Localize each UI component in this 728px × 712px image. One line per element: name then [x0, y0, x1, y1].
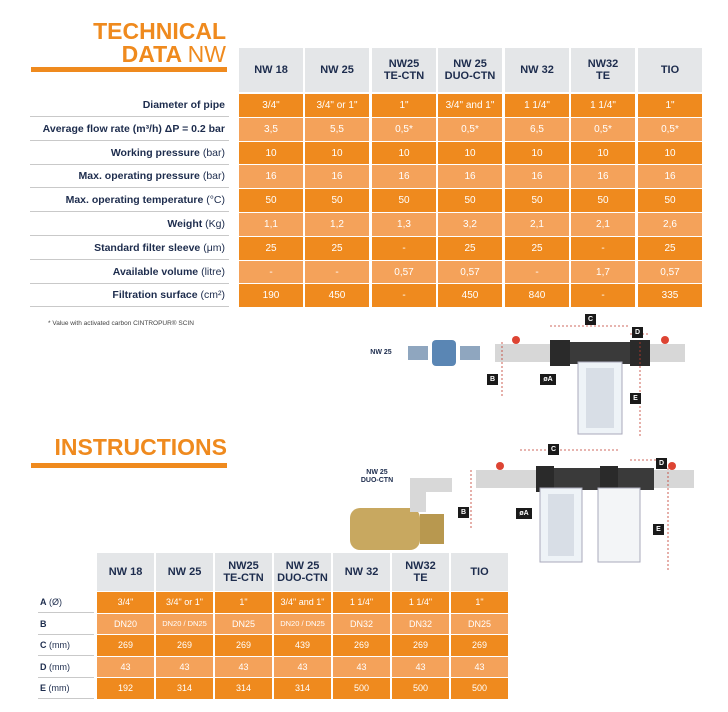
spec-cell: 50 [239, 189, 303, 212]
inst-col-head: NW 25 DUO-CTN [274, 553, 331, 591]
dim-tag-e: E [630, 393, 641, 404]
technical-title-thin: NW [187, 41, 226, 67]
spec-row-unit: (bar) [199, 146, 225, 159]
spec-cell: 450 [438, 284, 502, 307]
spec-cell: 6,5 [505, 118, 569, 141]
spec-cell: 10 [239, 142, 303, 165]
spec-row-label [113, 261, 225, 284]
spec-cell: 2,6 [638, 213, 702, 236]
inst-cell: 3/4" and 1" [274, 592, 331, 613]
spec-row-label [43, 118, 225, 141]
spec-cell: 50 [305, 189, 369, 212]
spec-row-unit: (litre) [198, 265, 225, 278]
spec-cell: 1" [372, 94, 436, 117]
inst-row-unit: (mm) [46, 640, 70, 651]
spec-cell: 50 [638, 189, 702, 212]
spec-row-label-text: Standard filter sleeve [94, 241, 201, 254]
spec-cell: 1 1/4" [571, 94, 635, 117]
spec-cell: 1,1 [239, 213, 303, 236]
dim-tag-e-2: E [653, 524, 664, 535]
diagram-top-label: NW 25 [370, 349, 392, 356]
dim-tag-a: øA [540, 374, 556, 385]
spec-row-label-text: Max. operating pressure [78, 170, 200, 183]
spec-cell: 2,1 [571, 213, 635, 236]
spec-cell: 0,5* [638, 118, 702, 141]
water-meter-icon [408, 340, 480, 366]
spec-cell: 16 [505, 165, 569, 188]
spec-row-divider [30, 306, 229, 307]
spec-cell: 3/4" [239, 94, 303, 117]
inst-cell: 43 [274, 657, 331, 678]
spec-cell: 50 [438, 189, 502, 212]
inst-cell: 269 [97, 635, 154, 656]
spec-col-head: NW 25 DUO-CTN [438, 48, 502, 92]
inst-cell: 1" [215, 592, 272, 613]
spec-row-label [112, 284, 225, 307]
dim-tag-d: D [632, 327, 643, 338]
inst-row-unit: (mm) [46, 661, 70, 672]
spec-row-label-text: Weight [167, 218, 203, 230]
inst-cell: 269 [451, 635, 508, 656]
inst-cell: 1" [451, 592, 508, 613]
inst-cell: DN32 [333, 614, 390, 635]
spec-cell: - [372, 284, 436, 307]
spec-cell: 3/4" or 1" [305, 94, 369, 117]
inst-cell: 439 [274, 635, 331, 656]
inst-cell: 269 [156, 635, 213, 656]
pump-motor-icon [350, 478, 452, 550]
inst-cell: 500 [392, 678, 449, 699]
spec-cell: 50 [571, 189, 635, 212]
inst-row-label-text: C [40, 640, 47, 651]
inst-col-head: NW25 TE-CTN [215, 553, 272, 591]
inst-col-head: NW 25 [156, 553, 213, 591]
inst-row-unit: (Ø) [46, 597, 62, 607]
spec-cell: 0,5* [571, 118, 635, 141]
inst-cell: DN20 [97, 614, 154, 635]
spec-row-label [143, 94, 225, 117]
inst-col-head: NW32 TE [392, 553, 449, 591]
inst-row-unit: (mm) [46, 683, 70, 694]
spec-cell: 50 [505, 189, 569, 212]
spec-row-unit: (°C) [203, 194, 225, 207]
inst-col-head: TIO [451, 553, 508, 591]
spec-row-label-text: Diameter of pipe [142, 99, 225, 111]
spec-col-head: NW 32 [505, 48, 569, 92]
inst-cell: 269 [333, 635, 390, 656]
spec-cell: - [239, 261, 303, 284]
inst-row-label-text: D [40, 661, 47, 672]
inst-cell: 43 [333, 657, 390, 678]
spec-col-head: TIO [638, 48, 702, 92]
spec-row-label [79, 165, 225, 188]
spec-cell: 10 [372, 142, 436, 165]
spec-cell: 840 [505, 284, 569, 307]
inst-cell: 3/4" or 1" [156, 592, 213, 613]
spec-cell: 16 [305, 165, 369, 188]
inst-cell: 3/4" [97, 592, 154, 613]
inst-col-head: NW 18 [97, 553, 154, 591]
technical-title-rule [31, 67, 227, 72]
spec-cell: 3,5 [239, 118, 303, 141]
inst-row-label [40, 592, 62, 612]
inst-cell: DN32 [392, 614, 449, 635]
spec-cell: - [571, 237, 635, 260]
diagram-bottom-label: NW 25 DUO-CTN [360, 469, 394, 484]
inst-cell: DN20 / DN25 [156, 614, 213, 635]
instructions-title-rule [31, 463, 227, 468]
spec-cell: - [505, 261, 569, 284]
spec-row-unit: (μm) [200, 241, 225, 254]
spec-cell: 3/4" and 1" [438, 94, 502, 117]
inst-cell: 43 [215, 657, 272, 678]
duo-filter-icon [476, 462, 694, 562]
inst-cell: DN25 [451, 614, 508, 635]
technical-title-line1: TECHNICAL [93, 18, 226, 44]
instructions-title: INSTRUCTIONS [54, 434, 227, 460]
technical-title-bold: DATA [121, 41, 182, 67]
spec-row-label-text: Filtration surface [112, 289, 198, 302]
inst-cell: 500 [451, 678, 508, 699]
spec-row-label-text: Max. operating temperature [65, 194, 204, 207]
spec-cell: 10 [571, 142, 635, 165]
inst-cell: 192 [97, 678, 154, 699]
inst-cell: 43 [451, 657, 508, 678]
inst-cell: 43 [392, 657, 449, 678]
inst-cell: 314 [274, 678, 331, 699]
inst-row-label [40, 678, 70, 698]
inst-cell: 500 [333, 678, 390, 699]
spec-col-head: NW25 TE-CTN [372, 48, 436, 92]
spec-cell: 10 [505, 142, 569, 165]
spec-row-label-text: Average flow rate (m³/h) ΔP = 0.2 bar [42, 122, 225, 135]
inst-cell: 43 [156, 657, 213, 678]
spec-cell: 16 [239, 165, 303, 188]
spec-col-head: NW 25 [305, 48, 369, 92]
spec-row-unit: (Kg) [202, 218, 225, 230]
dim-tag-c: C [585, 314, 596, 325]
spec-cell: 1,2 [305, 213, 369, 236]
inst-cell: 314 [215, 678, 272, 699]
spec-cell: 10 [438, 142, 502, 165]
spec-cell: 1 1/4" [505, 94, 569, 117]
spec-row-label [111, 142, 225, 165]
dim-tag-c-2: C [548, 444, 559, 455]
spec-cell: - [305, 261, 369, 284]
spec-cell: 25 [305, 237, 369, 260]
spec-cell: 16 [372, 165, 436, 188]
dim-tag-d-2: D [656, 458, 667, 469]
inst-row-label [40, 635, 70, 655]
spec-cell: 190 [239, 284, 303, 307]
inst-cell: 269 [215, 635, 272, 656]
spec-cell: 450 [305, 284, 369, 307]
spec-cell: 3,2 [438, 213, 502, 236]
inst-row-label-text: E [40, 683, 47, 694]
spec-cell: 25 [438, 237, 502, 260]
spec-cell: 0,57 [638, 261, 702, 284]
spec-row-unit: (bar) [199, 170, 225, 183]
spec-cell: 5,5 [305, 118, 369, 141]
spec-cell: - [372, 237, 436, 260]
inst-row-label [40, 657, 70, 677]
spec-cell: 16 [571, 165, 635, 188]
spec-cell: 16 [438, 165, 502, 188]
spec-cell: 25 [505, 237, 569, 260]
inst-col-head: NW 32 [333, 553, 390, 591]
spec-cell: 0,5* [372, 118, 436, 141]
spec-cell: 1" [638, 94, 702, 117]
inst-cell: DN25 [215, 614, 272, 635]
spec-row-label [66, 189, 225, 212]
spec-cell: 50 [372, 189, 436, 212]
spec-cell: - [571, 284, 635, 307]
inst-cell: DN20 / DN25 [274, 614, 331, 635]
dim-tag-b-2: B [458, 507, 469, 518]
spec-cell: 0,57 [438, 261, 502, 284]
spec-cell: 1,3 [372, 213, 436, 236]
inst-cell: 1 1/4" [333, 592, 390, 613]
inst-row-label-text: A [40, 597, 47, 607]
inst-cell: 43 [97, 657, 154, 678]
spec-row-label [167, 213, 225, 236]
spec-cell: 10 [305, 142, 369, 165]
footnote: * Value with activated carbon CINTROPUR® SCIN [48, 320, 194, 327]
pipe-assembly-icon [495, 336, 685, 434]
spec-row-label-text: Available volume [112, 265, 199, 278]
spec-col-head: NW 18 [239, 48, 303, 92]
spec-row-unit: (cm²) [197, 289, 225, 302]
spec-cell: 16 [638, 165, 702, 188]
inst-row-label-text: B [40, 618, 47, 629]
inst-cell: 1 1/4" [392, 592, 449, 613]
technical-title [60, 20, 226, 66]
spec-row-label-text: Working pressure [110, 146, 200, 159]
spec-row-label [94, 237, 225, 260]
inst-row-divider [38, 698, 94, 699]
spec-cell: 25 [239, 237, 303, 260]
spec-cell: 335 [638, 284, 702, 307]
inst-row-label [40, 614, 47, 634]
spec-cell: 1,7 [571, 261, 635, 284]
spec-cell: 10 [638, 142, 702, 165]
spec-cell: 0,57 [372, 261, 436, 284]
inst-cell: 314 [156, 678, 213, 699]
spec-cell: 25 [638, 237, 702, 260]
spec-cell: 0,5* [438, 118, 502, 141]
inst-cell: 269 [392, 635, 449, 656]
spec-cell: 2,1 [505, 213, 569, 236]
dim-tag-a-2: øA [516, 508, 532, 519]
dim-tag-b: B [487, 374, 498, 385]
spec-col-head: NW32 TE [571, 48, 635, 92]
